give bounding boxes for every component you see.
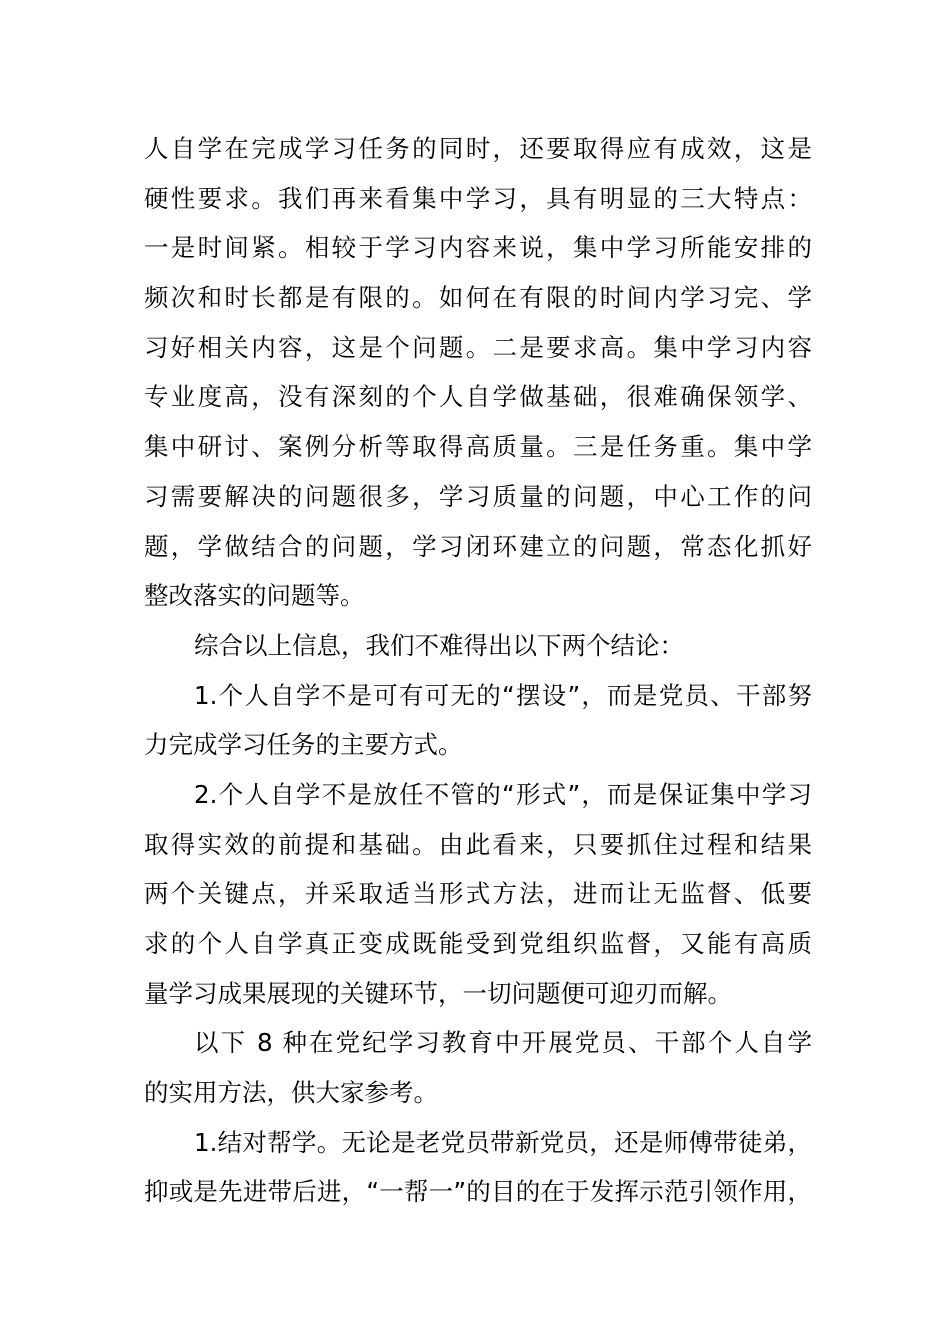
text-line: 抑或是先进带后进，“一帮一”的目的在于发挥示范引领作用，: [144, 1177, 812, 1207]
paragraph-end-line: 的实用方法，供大家参考。: [144, 1078, 438, 1108]
text-line: 取得实效的前提和基础。由此看来，只要抓住过程和结果: [144, 829, 812, 859]
text-line: 人自学在完成学习任务的同时，还要取得应有成效，这是: [144, 134, 812, 163]
paragraph-end-line: 整改落实的问题等。: [144, 581, 365, 611]
text-line: 求的个人自学真正变成既能受到党组织监督，又能有高质: [144, 929, 812, 958]
paragraph-start-line: 综合以上信息，我们不难得出以下两个结论：: [194, 630, 684, 660]
text-line: 题，学做结合的问题，学习闭环建立的问题，常态化抓好: [144, 531, 812, 561]
text-line: 硬性要求。我们再来看集中学习，具有明显的三大特点：: [144, 183, 812, 213]
paragraph-start-line: 2.个人自学不是放任不管的“形式”，而是保证集中学习: [194, 779, 812, 809]
paragraph-end-line: 力完成学习任务的主要方式。: [144, 730, 463, 760]
text-line: 两个关键点，并采取适当形式方法，进而让无监督、低要: [144, 879, 812, 909]
paragraph-start-line: 1.结对帮学。无论是老党员带新党员，还是师傅带徒弟，: [194, 1127, 812, 1157]
text-line: 专业度高，没有深刻的个人自学做基础，很难确保领学、: [144, 382, 812, 412]
text-line: 频次和时长都是有限的。如何在有限的时间内学习完、学: [144, 283, 812, 313]
document-body: [144, 124, 812, 1217]
text-line: 集中研讨、案例分析等取得高质量。三是任务重。集中学: [144, 432, 812, 462]
paragraph-end-line: 量学习成果展现的关键环节，一切问题便可迎刃而解。: [144, 978, 732, 1008]
text-line: 习需要解决的问题很多，学习质量的问题，中心工作的问: [144, 481, 812, 511]
text-line: 一是时间紧。相较于学习内容来说，集中学习所能安排的: [144, 233, 812, 263]
paragraph-start-line: 1.个人自学不是可有可无的“摆设”，而是党员、干部努: [194, 680, 812, 710]
paragraph-start-line: 以下 8 种在党纪学习教育中开展党员、干部个人自学: [194, 1028, 812, 1058]
text-line: 习好相关内容，这是个问题。二是要求高。集中学习内容: [144, 332, 812, 362]
